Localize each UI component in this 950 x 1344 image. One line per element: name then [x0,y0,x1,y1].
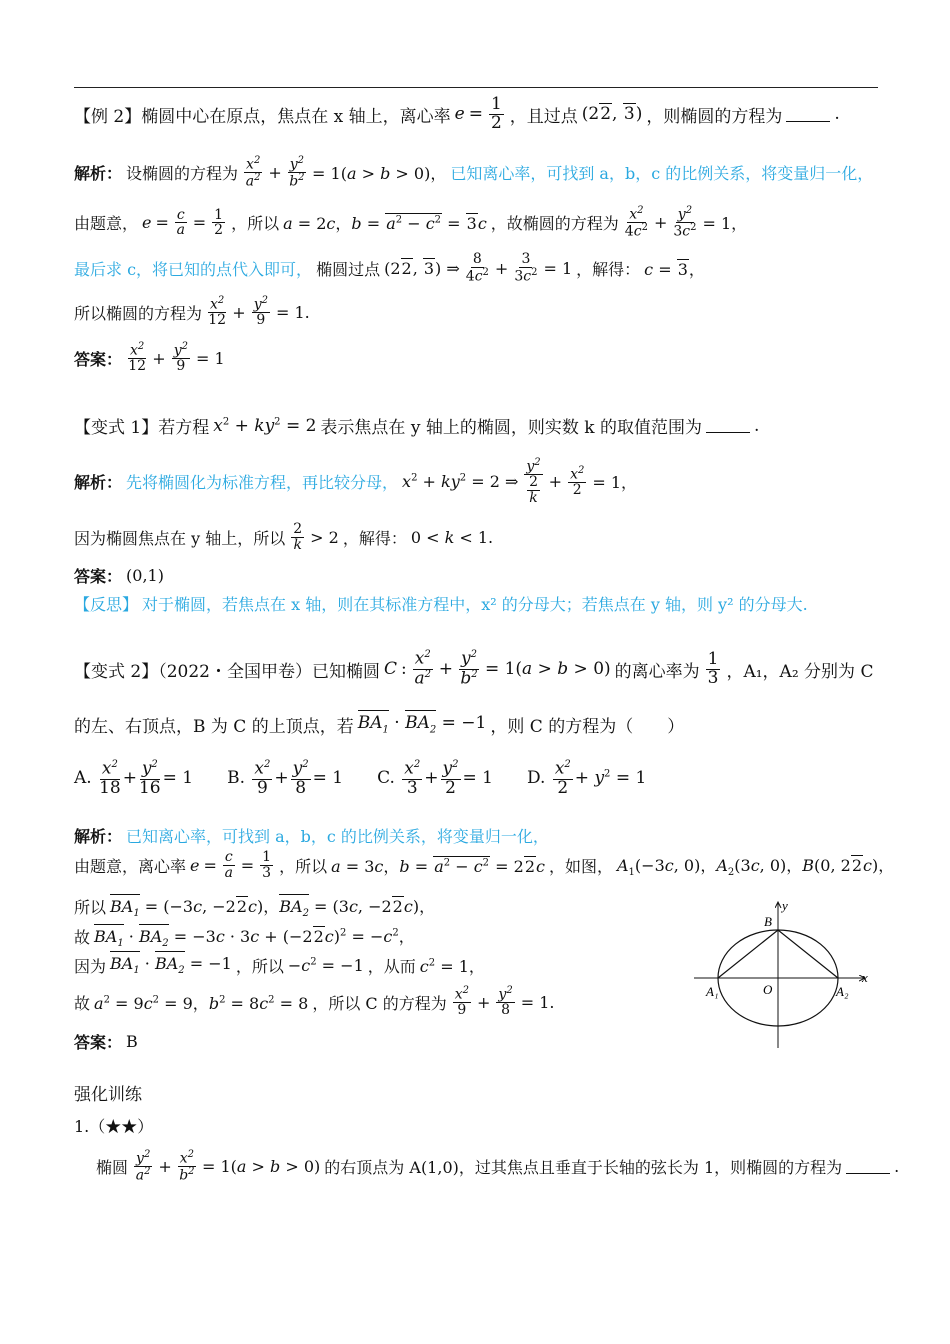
ex2-title: 【例 2】椭圆中心在原点，焦点在 x 轴上，离心率 e = $\frac{1}{2}$ ，且过点 (22, 3) ，则椭圆的方程为 . [74,94,840,133]
y-label: y [782,898,788,913]
v2-answer: 答案： B [74,1032,138,1052]
option-b[interactable]: B. $\frac{x^2}{9}$ + $\frac{y^2}{8}$ = 1 [227,758,344,798]
v2-analysis-6: 故 $a^2 = 9c^2 = 9$，$b^2 = 8c^2 = 8$ ，所以 C 的方程为 $\frac{x^2}{9}$ + $\frac{y^2}{8}$ = 1. [74,985,555,1019]
v1-answer: 答案： (0,1) [74,566,164,586]
training-question-1: 椭圆 $\frac{y^2}{a^2}$ + $\frac{x^2}{b^2}$ = 1(a > b > 0) 的右顶点为 A(1,0)，过其焦点且垂直于长轴的弦长为 1，则椭圆的方程为 . [96,1149,900,1184]
top-rule [74,87,878,88]
v2-analysis-4: 故 $BA_1 \cdot BA_2 = -3c \cdot 3c + (-22c)^2 = -c^2$， [74,927,415,950]
v2-analysis-3: 所以 $BA_1 = (-3c$, −22c)，$BA_2 = (3c$, −22c)， [74,897,436,920]
ex2-analysis-4: 所以椭圆的方程为 $\frac{x^2}{12}$ + $\frac{y^2}{9}$ = 1. [74,295,310,329]
ex2-answer: 答案： $\frac{x^2}{12}$ + $\frac{y^2}{9}$ = 1 [74,341,225,375]
point-b-label: B [764,914,772,929]
v2-analysis-2: 由题意，离心率 e = $\frac{c}{a}$ = $\frac{1}{3}$ ，所以 a = 3c，$b = a^2 - c^2 = 22c$ ，如图， $A_1(-3c$, 0)，$A_2(3c$, 0)，B(0, 22c)， [74,849,895,881]
v2-options [74,760,646,797]
v1-reflection: 【反思】 对于椭圆，若焦点在 x 轴，则在其标准方程中，x² 的分母大；若焦点在 y 轴，则 y² 的分母大. [74,595,808,614]
option-c[interactable]: C. $\frac{x^2}{3}$ + $\frac{y^2}{2}$ = 1 [377,758,493,798]
v2-title: 【变式 2】（2022・全国甲卷）已知椭圆 C : $\frac{x^2}{a^2}$ + $\frac{y^2}{b^2}$ = 1(a > b > 0) 的离心率为 $\frac{1}{3}$ ，A₁，A₂ 分别为 C [74,648,874,689]
v1-analysis-1: 解析： 先将椭圆化为标准方程，再比较分母， $x^2 + ky^2 = 2$ ⇒ $\frac{y^2}{\frac{2}{k}}$ + $\frac{x^2}{2}$ = 1， [74,457,638,507]
x-label: x [862,970,868,985]
v1-title: 【变式 1】若方程 $x^2 + ky^2 = 2$ 表示焦点在 y 轴上的椭圆，则实数 k 的取值范围为 . [74,415,760,438]
origin-label: O [763,982,773,997]
option-d[interactable]: D. $\frac{x^2}{2}$ + $y^2 = 1$ [526,758,647,798]
point-a1-label: A₁ [706,984,719,999]
ex2-analysis-1: 解析： 设椭圆的方程为 $\frac{x^2}{a^2}$ + $\frac{y^2}{b^2}$ = 1(a > b > 0)， 已知离心率，可找到 a，b，c 的比例关系，将变量归一化， [74,155,874,190]
ex2-analysis-3: 最后求 c，将已知的点代入即可， 椭圆过点 (22, 3) ⇒ $\frac{8}{4c^2}$ + $\frac{3}{3c^2}$ = 1 ，解得： c = 3， [74,251,705,285]
v1-analysis-2: 因为椭圆焦点在 y 轴上，所以 $\frac{2}{k}$ > 2 ，解得： 0 < k < 1. [74,521,494,553]
option-a[interactable]: A. $\frac{x^2}{18}$ + $\frac{y^2}{16}$ = 1 [74,758,194,798]
point-a2-label: A₂ [836,984,849,999]
training-title: 强化训练 [74,1085,142,1105]
v2-title-line2: 的左、右顶点，B 为 C 的上顶点，若 $BA_1 \cdot BA_2 = -1$ ，则 C 的方程为（ ） [74,713,685,737]
v2-analysis-1: 解析： 已知离心率，可找到 a，b，c 的比例关系，将变量归一化， [74,827,549,846]
v2-analysis-5: 因为 $BA_1 \cdot BA_2 = -1$ ，所以 $-c^2 = -1$ ，从而 $c^2 = 1$， [74,954,485,977]
ellipse-figure [690,890,880,1055]
ex2-analysis-2: 由题意， e = $\frac{c}{a}$ = $\frac{1}{2}$ ，所以 a = 2c，$b = a^2 - c^2 = 3c$ ，故椭圆的方程为 $\frac{x^2}{4c^2}$ + $\frac{y^2}{3c^2}$ = 1， [74,205,748,240]
training-item-number: 1.（★★） [74,1117,154,1136]
